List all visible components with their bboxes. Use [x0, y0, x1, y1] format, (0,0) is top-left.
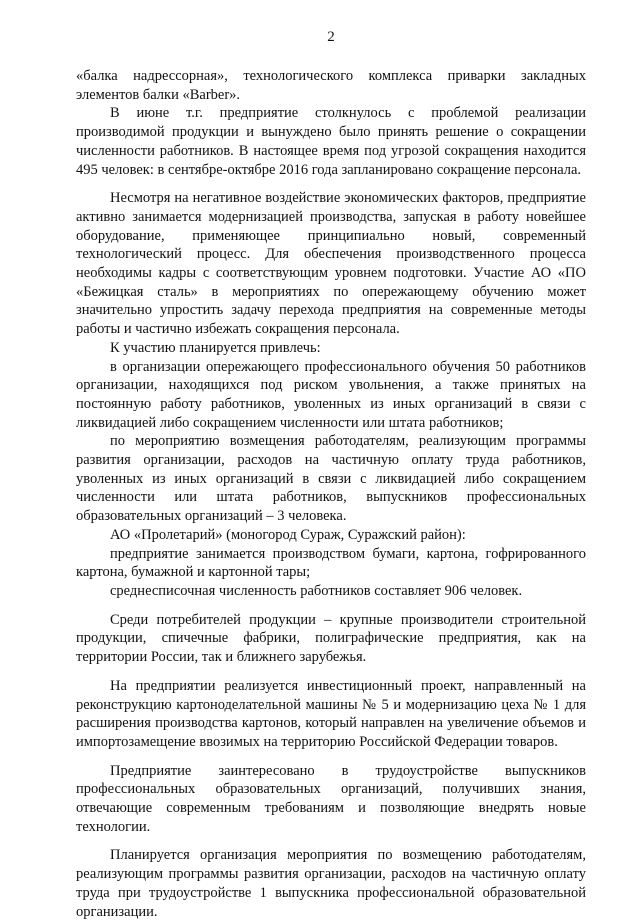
paragraph-consumers: Среди потребителей продукции – крупные производители строительной продукции, спичечные фабрики, полиграфические предприятия, как на территории России, так и ближнего зарубежья. — [76, 611, 586, 666]
paragraph-production: предприятие занимается производством бумаги, картона, гофрированного картона, бумажной и картонной тары; — [76, 545, 586, 581]
paragraph-planned-measure: Планируется организация мероприятия по возмещению работодателям, реализующим программы развития организации, расходов на частичную оплату труда при трудоустройстве 1 выпускника профессиональной образовательной организации. — [76, 847, 586, 920]
paragraph-modernization: Несмотря на негативное воздействие экономических факторов, предприятие активно занимается модернизацией производства, запуская в работу новейшее оборудование, применяющее принципиально новый, современный технологический процесс. Для обеспечения производственного процесса необходимы кадры с соответствующим уровнем подготовки. Участие АО «ПО «Бежицкая сталь» в мероприятиях по опережающему обучению может значительно упростить задачу перехода предприятия на современные методы работы и частично избежать сокращения персонала. — [76, 190, 586, 338]
paragraph-company-heading: АО «Пролетарий» (моногород Сураж, Суражский район): — [110, 526, 466, 543]
paragraph-continuation: «балка надрессорная», технологического комплекса приварки закладных элементов балки «Barber». — [76, 68, 586, 103]
paragraph-plan-intro: К участию планируется привлечь: — [110, 339, 321, 356]
paragraph-headcount: среднесписочная численность работников составляет 906 человек. — [110, 582, 523, 599]
document-page — [76, 28, 586, 921]
paragraph-compensation: по мероприятию возмещения работодателям, реализующим программы развития организации, расходов на частичную оплату труда работников, уволенных из иных организаций в связи с ликвидацией либо сокращением численности или штата работников, выпускников профессиональных образовательных организаций – 3 человека. — [76, 433, 586, 525]
paragraph-advance-training: в организации опережающего профессионального обучения 50 работников организации, находящихся под риском увольнения, а также принятых на постоянную работу работников, уволенных из иных организаций в связи с ликвидацией либо сокращением численности или штата работников; — [76, 358, 586, 431]
paragraph-investment: На предприятии реализуется инвестиционный проект, направленный на реконструкцию картоноделательной машины № 5 и модернизацию цеха № 1 для расширения производства картонов, который направлен на увеличение объемов и импортозамещение ввозимых на территорию Российской Федерации товаров. — [76, 677, 586, 750]
page-number: 2 — [327, 29, 335, 45]
paragraph-sales-problem: В июне т.г. предприятие столкнулось с проблемой реализации производимой продукции и вынуждено было принять решение о сокращении численности работников. В настоящее время под угрозой сокращения находится 495 человек: в сентябре-октябре 2016 года запланировано сокращение персонала. — [76, 105, 586, 178]
paragraph-graduates: Предприятие заинтересовано в трудоустройстве выпускников профессиональных образовательных организаций, получивших знания, отвечающие современным требованиям и позволяющие внедрять новые технологии. — [76, 762, 586, 835]
